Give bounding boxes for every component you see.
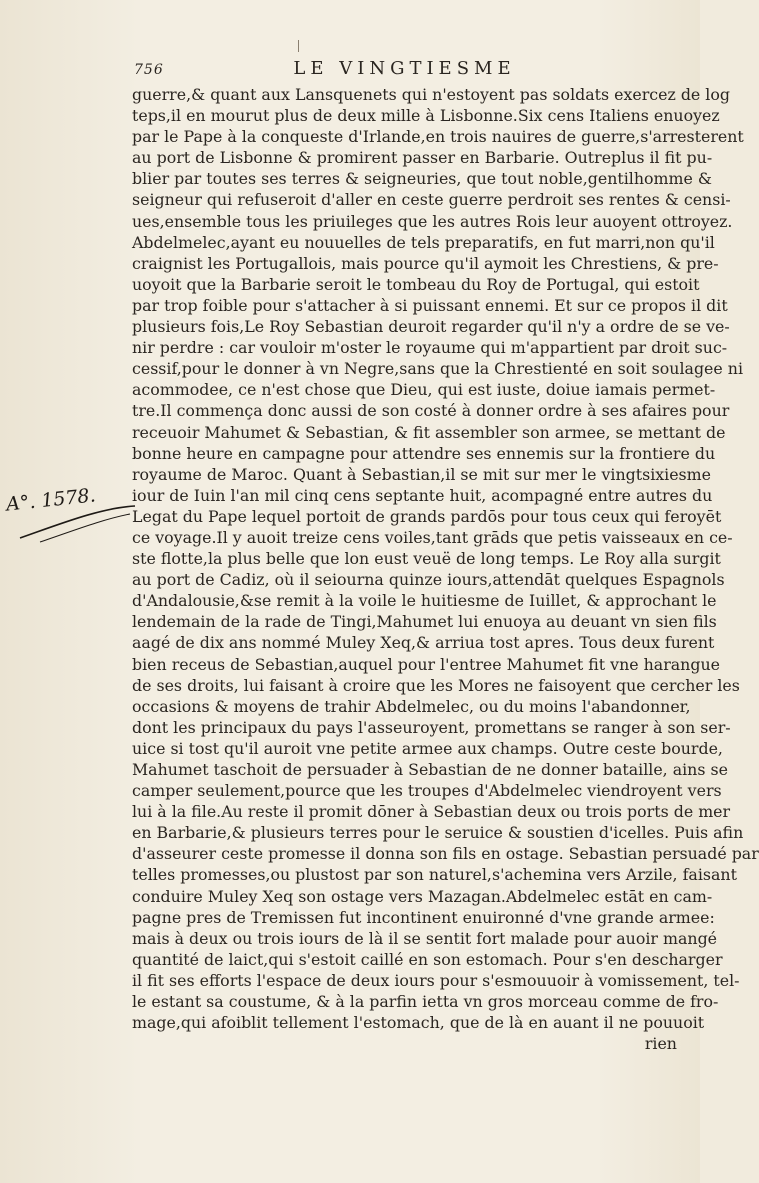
text-line: craignist les Portugallois, mais pource qu'il aymoit les Chrestiens, & pre- bbox=[132, 253, 719, 273]
text-line: lendemain de la rade de Tingi,Mahumet lui enuoya au deuant vn sien fils bbox=[132, 612, 717, 632]
page-header bbox=[132, 58, 677, 82]
text-line: par trop foible pour s'attacher à si puissant ennemi. Et sur ce propos il dit bbox=[132, 295, 728, 315]
catchword: rien bbox=[644, 1034, 677, 1054]
text-line: dont les principaux du pays l'asseuroyent, promettans se ranger à son ser- bbox=[132, 717, 731, 737]
running-head: LE VINGTIESME bbox=[293, 58, 516, 79]
text-line: Abdelmelec,ayant eu nouuelles de tels preparatifs, en fut marri,non qu'il bbox=[132, 232, 715, 252]
text-line: bonne heure en campagne pour attendre ses ennemis sur la frontiere du bbox=[132, 443, 716, 463]
text-line: mage,qui afoiblit tellement l'estomach, que de là en auant il ne pouuoit bbox=[132, 1013, 705, 1033]
text-line: conduire Muley Xeq son ostage vers Mazagan.Abdelmelec estāt en cam- bbox=[132, 886, 713, 906]
text-line: uice si tost qu'il auroit vne petite armee aux champs. Outre ceste bourde, bbox=[132, 738, 723, 758]
text-line: Mahumet taschoit de persuader à Sebastian de ne donner bataille, ains se bbox=[132, 760, 728, 779]
text-line: plusieurs fois,Le Roy Sebastian deuroit regarder qu'il n'y a ordre de se ve- bbox=[132, 317, 730, 337]
page-number: 756 bbox=[134, 62, 164, 78]
text-line: mais à deux ou trois iours de là il se sentit fort malade pour auoir mangé bbox=[132, 928, 718, 948]
text-line: Legat du Pape lequel portoit de grands pardōs pour tous ceux qui feroyēt bbox=[132, 506, 722, 526]
text-line: pagne pres de Tremissen fut incontinent enuironné d'vne grande armee: bbox=[132, 907, 715, 927]
text-line: blier par toutes ses terres & seigneuries, que tout noble,gentilhomme & bbox=[132, 169, 712, 189]
text-line: d'asseurer ceste promesse il donna son fils en ostage. Sebastian persuadé par bbox=[132, 844, 759, 864]
body-text bbox=[132, 84, 759, 1054]
text-line: bien receus de Sebastian,auquel pour l'entree Mahumet fit vne harangue bbox=[132, 654, 720, 674]
text-line: aagé de dix ans nommé Muley Xeq,& arriua tost apres. Tous deux furent bbox=[132, 633, 715, 653]
text-line: teps,il en mourut plus de deux mille à Lisbonne.Six cens Italiens enuoyez bbox=[132, 106, 720, 126]
text-line: en Barbarie,& plusieurs terres pour le seruice & soustien d'icelles. Puis afin bbox=[132, 823, 744, 843]
text-line: iour de Iuin l'an mil cinq cens septante huit, acompagné entre autres du bbox=[132, 485, 713, 505]
text-line: d'Andalousie,&se remit à la voile le huitiesme de Iuillet, & approchant le bbox=[132, 591, 717, 611]
text-line: occasions & moyens de trahir Abdelmelec, ou du moins l'abandonner, bbox=[132, 696, 691, 716]
text-line: le estant sa coustume, & à la parfin ietta vn gros morceau comme de fro- bbox=[132, 992, 719, 1012]
text-line: acommodee, ce n'est chose que Dieu, qui est iuste, doiue iamais permet- bbox=[132, 380, 716, 400]
text-line: receuoir Mahumet & Sebastian, & fit assembler son armee, se mettant de bbox=[132, 422, 726, 442]
text-line: camper seulement,pource que les troupes d'Abdelmelec viendroyent vers bbox=[132, 781, 722, 801]
text-line: au port de Lisbonne & promirent passer en Barbarie. Outreplus il fit pu- bbox=[132, 148, 713, 168]
text-line: guerre,& quant aux Lansquenets qui n'estoyent pas soldats exercez de log bbox=[132, 85, 730, 104]
text-line: telles promesses,ou plustost par son naturel,s'achemina vers Arzile, faisant bbox=[132, 865, 737, 885]
text-line: lui à la file.Au reste il promit dōner à Sebastian deux ou trois ports de mer bbox=[132, 802, 731, 822]
text-line: il fit ses efforts l'espace de deux iours pour s'esmouuoir à vomissement, tel- bbox=[132, 970, 740, 990]
text-line: uoyoit que la Barbarie seroit le tombeau du Roy de Portugal, qui estoit bbox=[132, 274, 700, 294]
margin-note-year: A°. 1578. bbox=[5, 484, 97, 516]
text-line: par le Pape à la conqueste d'Irlande,en trois nauires de guerre,s'arresterent bbox=[132, 127, 744, 147]
text-line: de ses droits, lui faisant à croire que les Mores ne faisoyent que cercher les bbox=[132, 675, 740, 695]
text-line: quantité de laict,qui s'estoit caillé en son estomach. Pour s'en descharger bbox=[132, 949, 723, 969]
text-line: tre.Il commença donc aussi de son costé à donner ordre à ses afaires pour bbox=[132, 401, 730, 421]
text-line: seigneur qui refuseroit d'aller en ceste guerre perdroit ses rentes & censi- bbox=[132, 190, 731, 210]
text-line: ste flotte,la plus belle que lon eust veuë de long temps. Le Roy alla surgit bbox=[132, 549, 721, 569]
text-line: nir perdre : car vouloir m'oster le royaume qui m'appartient par droit suc- bbox=[132, 338, 728, 358]
printer-mark bbox=[298, 40, 302, 52]
text-line: ues,ensemble tous les priuileges que les autres Rois leur auoyent ottroyez. bbox=[132, 211, 733, 231]
text-line: royaume de Maroc. Quant à Sebastian,il se mit sur mer le vingtsixiesme bbox=[132, 464, 711, 484]
text-line: cessif,pour le donner à vn Negre,sans que la Chrestienté en soit soulagee ni bbox=[132, 359, 743, 379]
text-line: au port de Cadiz, où il seiourna quinze iours,attendāt quelques Espagnols bbox=[132, 570, 725, 590]
text-line: ce voyage.Il y auoit treize cens voiles,tant grāds que petis vaisseaux en ce- bbox=[132, 527, 733, 547]
